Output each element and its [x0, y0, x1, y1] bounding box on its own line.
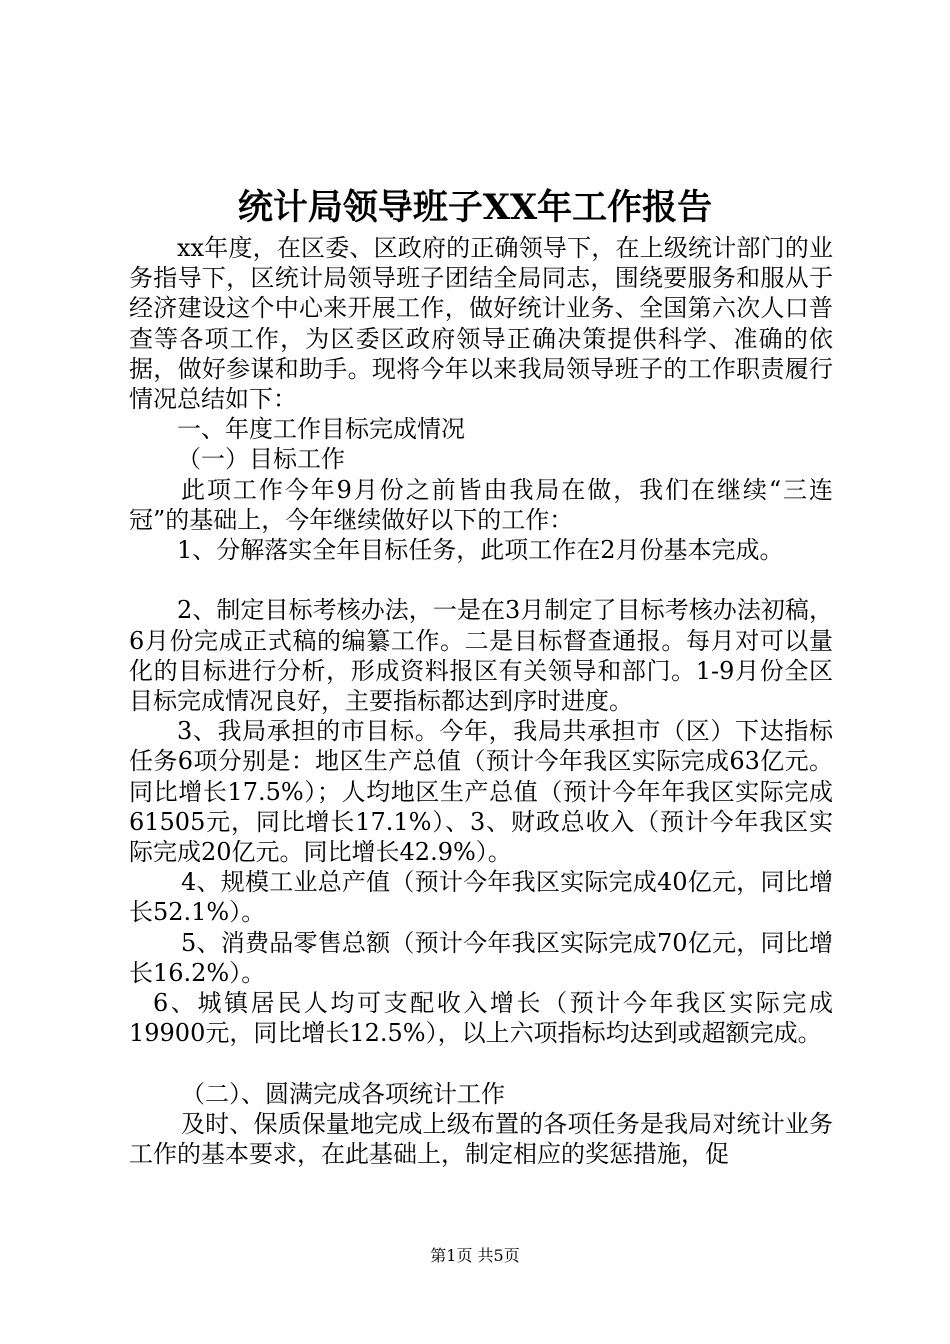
list-item-6: 6、城镇居民人均可支配收入增长（预计今年我区实际完成19900元，同比增长12.5%），以上六项指标均达到或超额完成。 — [129, 989, 833, 1048]
section-heading-1: 一、年度工作目标完成情况 — [177, 415, 465, 444]
document-body — [129, 233, 833, 1169]
list-item-2: 2、制定目标考核办法，一是在3月制定了目标考核办法初稿，6月份完成正式稿的编纂工作。二是目标督查通报。每月对可以量化的目标进行分析，形成资料报区有关领导和部门。1-9月份全区目标完成情况良好，主要指标都达到序时进度。 — [129, 596, 833, 716]
subsection-heading-2: （二）、圆满完成各项统计工作 — [181, 1079, 505, 1108]
paragraph-intro: xx年度，在区委、区政府的正确领导下，在上级统计部门的业务指导下，区统计局领导班子团结全局同志，围绕要服务和服从于经济建设这个中心来开展工作，做好统计业务、全国第六次人口普查等各项工作，为区委区政府领导正确决策提供科学、准确的依据，做好参谋和助手。现将今年以来我局领导班子的工作职责履行情况总结如下： — [129, 234, 833, 414]
list-item-5: 5、消费品零售总额（预计今年我区实际完成70亿元，同比增长16.2%）。 — [129, 928, 833, 987]
paragraph-statistics-work: 及时、保质保量地完成上级布置的各项任务是我局对统计业务工作的基本要求，在此基础上，制定相应的奖惩措施，促 — [129, 1109, 833, 1169]
blank-line — [129, 565, 833, 595]
page-number-footer: 第1页 共5页 — [430, 1246, 520, 1265]
list-item-1: 1、分解落实全年目标任务，此项工作在2月份基本完成。 — [177, 536, 784, 565]
blank-line — [129, 1048, 833, 1078]
subsection-heading-1: （一）目标工作 — [177, 445, 345, 474]
list-item-3: 3、我局承担的市目标。今年，我局共承担市（区）下达指标任务6项分别是：地区生产总值（预计今年我区实际完成63亿元。同比增长17.5%）；人均地区生产总值（预计今年年我区实际完成61505元，同比增长17.1%）、3、财政总收入（预计今年我区实际完成20亿元。同比增长42.9%）。 — [129, 717, 833, 867]
paragraph-target-work: 此项工作今年9月份之前皆由我局在做，我们在继续“三连冠”的基础上，今年继续做好以下的工作： — [129, 475, 833, 534]
document-title: 统计局领导班子XX年工作报告 — [237, 187, 713, 228]
list-item-4: 4、规模工业总产值（预计今年我区实际完成40亿元，同比增长52.1%）。 — [129, 868, 833, 927]
